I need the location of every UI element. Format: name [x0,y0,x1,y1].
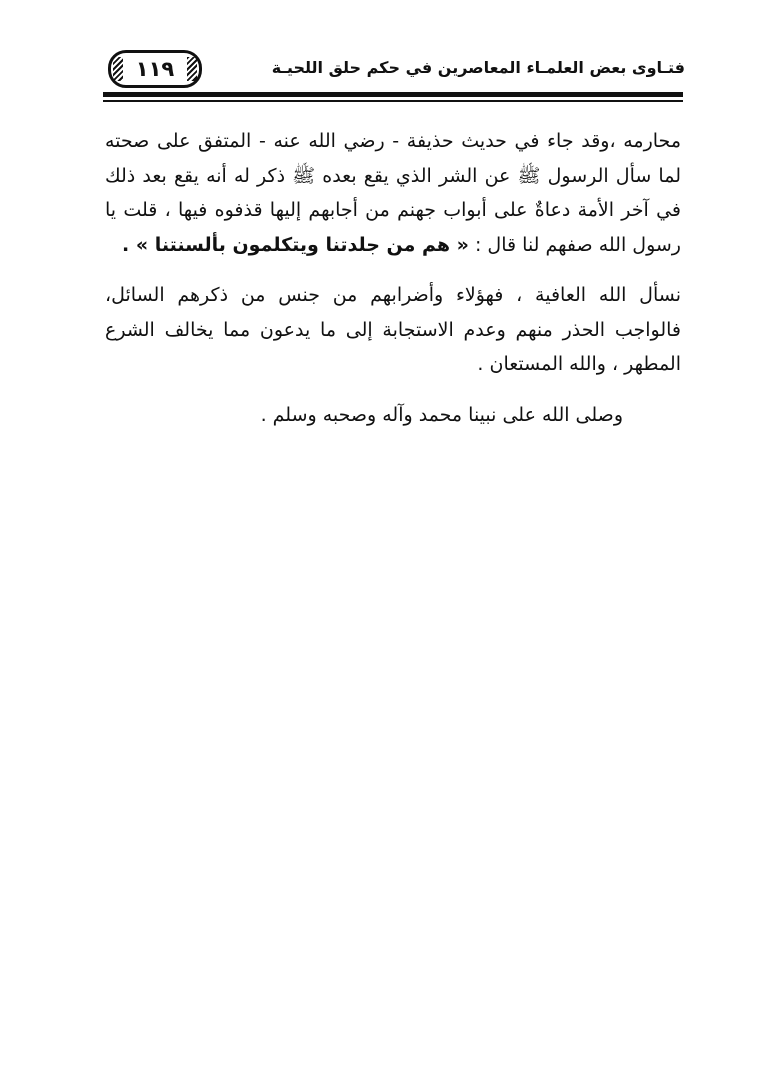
paragraph-warning: نسأل الله العافية ، فهؤلاء وأضرابهم من جنس من ذكرهم السائل، فالواجب الحذر منهم وعدم الاستجابة إلى ما يدعون مما يخالف الشرع المطهر ، والله المستعان . [105,284,681,375]
page-number: ١١٩ [108,50,202,88]
page-header [100,46,685,94]
page-body [105,124,681,432]
header-divider-thick [103,92,683,97]
closing-line: وصلى الله على نبينا محمد وآله وصحبه وسلم . [260,403,623,426]
paragraph-hadith [105,124,681,262]
running-title: فتـاوى بعض العلمـاء المعاصرين في حكم حلق اللحيـة [271,58,685,77]
header-divider-thin [103,100,683,102]
paragraph-hadith-text: محارمه ،وقد جاء في حديث حذيفة - رضي الله عنه - المتفق على صحته لما سأل الرسول ﷺ عن الشر الذي يقع بعده ﷺ ذكر له أنه يقع بعد ذلك في آخر الأمة دعاةٌ على أبواب جهنم من أجابهم إليها قذفوه فيها ، قلت يا رسول الله صفهم لنا قال : [105,130,681,256]
hadith-quote: « هم من جلدتنا ويتكلمون بألسنتنا » . [121,233,469,256]
